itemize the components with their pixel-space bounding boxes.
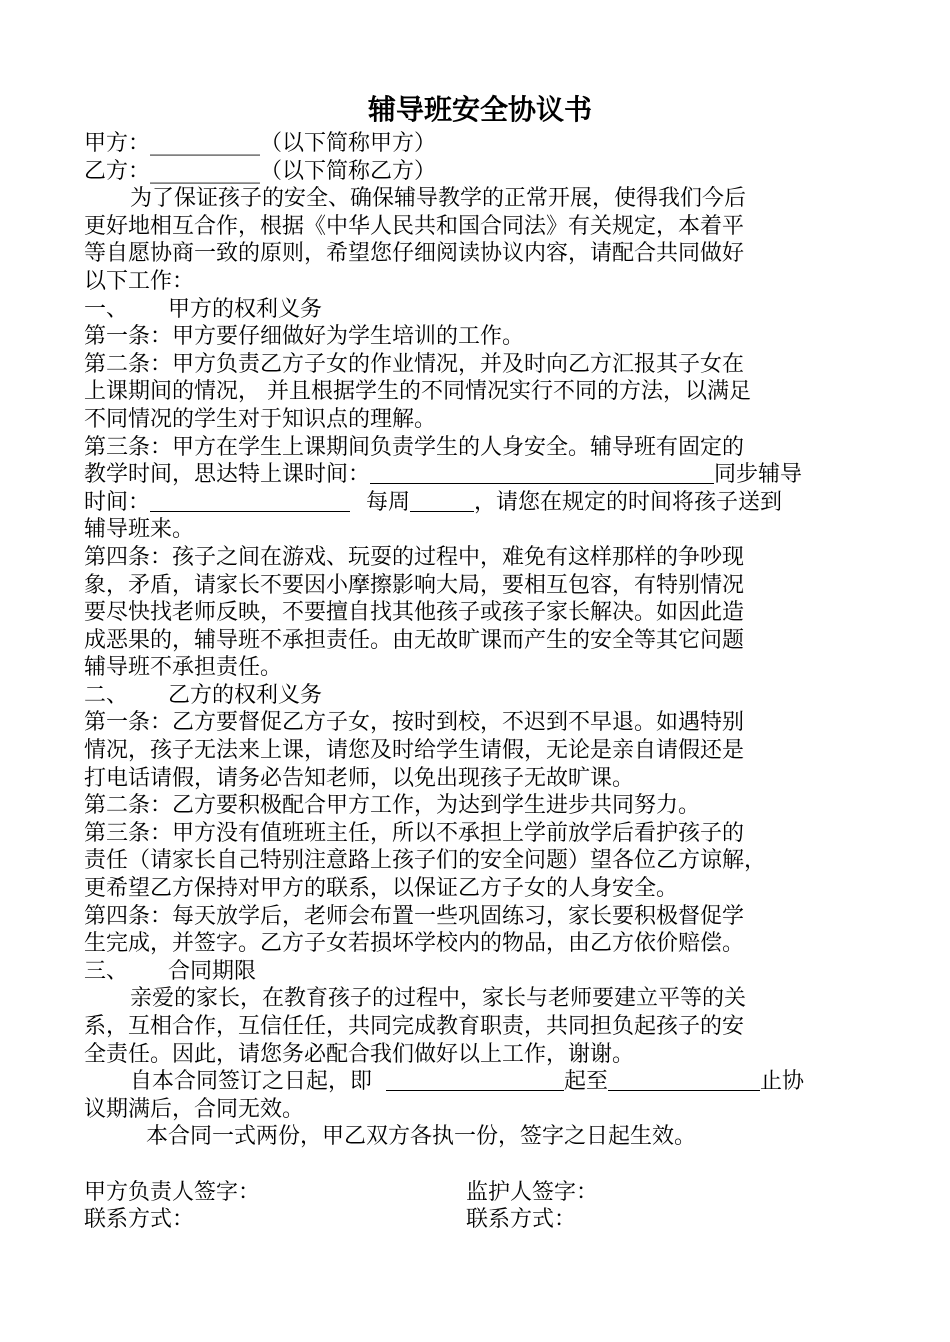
start-date-blank: [386, 1068, 564, 1091]
guardian-signature-label: 监护人签字：: [466, 1179, 599, 1205]
party-a-signature-label: 甲方负责人签字：: [84, 1179, 261, 1205]
party-b-blank: __________: [150, 158, 261, 184]
article-line: 打电话请假，请务必告知老师，以免出现孩子无故旷课。: [84, 765, 635, 791]
section-2-article-3: [84, 820, 874, 903]
article-line: 上课期间的情况， 并且根据学生的不同情况实行不同的方法，以满足: [84, 379, 751, 405]
contact-row: [84, 1206, 874, 1234]
term-text: 自本合同签订之日起，即: [130, 1069, 373, 1095]
article-text: 时间：: [84, 489, 151, 515]
article-line: 成恶果的，辅导班不承担责任。由无故旷课而产生的安全等其它问题: [84, 627, 745, 653]
article-line: 第三条：甲方没有值班班主任，所以不承担上学前放学后看护孩子的: [84, 820, 745, 846]
party-b-line: [84, 158, 874, 186]
document-title: 辅导班安全协议书: [367, 93, 592, 126]
section-title: 合同期限: [168, 958, 257, 984]
article-line: 第二条：甲方负责乙方子女的作业情况，并及时向乙方汇报其子女在: [84, 351, 745, 377]
party-b-label: 乙方：: [84, 158, 151, 184]
section-title: 乙方的权利义务: [168, 682, 323, 708]
intro-line: 等自愿协商一致的原则，希望您仔细阅读协议内容，请配合共同做好: [84, 241, 745, 267]
intro-line: 以下工作：: [84, 268, 195, 294]
section-2-article-4: [84, 903, 874, 958]
section-1-article-3: [84, 434, 874, 544]
article-line: 生完成，并签字。乙方子女若损坏学校内的物品，由乙方依价赔偿。: [84, 931, 745, 957]
term-text: 止协: [760, 1069, 805, 1095]
party-a-blank: __________: [150, 131, 261, 156]
article-line: 第四条：孩子之间在游戏、玩耍的过程中，难免有这样那样的争吵现: [84, 544, 745, 570]
paragraph-line: 全责任。因此，请您务必配合我们做好以上工作，谢谢。: [84, 1041, 635, 1067]
intro-line: 更好地相互合作，根据《中华人民共和国合同法》有关规定，本着平: [84, 213, 745, 239]
section-1-article-4: [84, 544, 874, 682]
tutoring-time-blank: [150, 489, 350, 512]
contract-term-line-2: 议期满后，合同无效。: [84, 1096, 305, 1122]
signature-row: [84, 1179, 874, 1207]
section-number: 一、: [84, 296, 129, 322]
guardian-contact-label: 联系方式：: [466, 1207, 577, 1233]
section-2-article-2: 第二条：乙方要积极配合甲方工作，为达到学生进步共同努力。: [84, 793, 701, 819]
article-line: 象，矛盾，请家长不要因小摩擦影响大局，要相互包容，有特别情况: [84, 572, 745, 598]
contract-term-line: [84, 1068, 874, 1096]
article-line: 不同情况的学生对于知识点的理解。: [84, 406, 437, 432]
article-line: 情况，孩子无法来上课，请您及时给学生请假，无论是亲自请假还是: [84, 738, 745, 764]
article-text: 每周: [366, 489, 411, 515]
section-1-article-2: [84, 351, 874, 434]
section-number: 二、: [84, 682, 129, 708]
section-number: 三、: [84, 958, 129, 984]
paragraph-line: 系，互相合作，互信任任，共同完成教育职责，共同担负起孩子的安: [84, 1014, 745, 1039]
section-1-heading: [84, 296, 874, 324]
article-line: 第一条：乙方要督促乙方子女，按时到校，不迟到不早退。如遇特别: [84, 710, 745, 736]
article-text: 同步辅导: [714, 462, 803, 488]
article-text: ，请您在规定的时间将孩子送到: [474, 489, 783, 515]
party-b-note: （以下简称乙方）: [260, 158, 437, 184]
section-2-heading: [84, 682, 874, 710]
section-2-article-1: [84, 709, 874, 792]
party-a-label: 甲方：: [84, 131, 151, 156]
weekly-blank: [410, 489, 474, 512]
section-title: 甲方的权利义务: [168, 296, 323, 322]
section-1-article-1: 第一条：甲方要仔细做好为学生培训的工作。: [84, 324, 525, 350]
section-3-paragraph: [84, 985, 874, 1068]
article-line: 辅导班来。: [84, 517, 195, 543]
article-line: 更希望乙方保持对甲方的联系，以保证乙方子女的人身安全。: [84, 876, 679, 902]
article-line: 第三条：甲方在学生上课期间负责学生的人身安全。辅导班有固定的: [84, 434, 745, 460]
article-line: [84, 461, 874, 489]
section-3-heading: [84, 958, 874, 986]
party-a-note: （以下简称甲方）: [260, 131, 437, 156]
end-date-blank: [608, 1068, 760, 1091]
copies-statement: 本合同一式两份，甲乙双方各执一份，签字之日起生效。: [146, 1124, 697, 1150]
class-time-blank: [370, 461, 714, 484]
article-line: 第四条：每天放学后，老师会布置一些巩固练习，家长要积极督促学: [84, 903, 745, 929]
article-line: 要尽快找老师反映，不要擅自找其他孩子或孩子家长解决。如因此造: [84, 600, 745, 626]
article-line: 辅导班不承担责任。: [84, 655, 283, 681]
agreement-document: [84, 90, 874, 1234]
article-line: 责任（请家长自己特别注意路上孩子们的安全问题）望各位乙方谅解，: [84, 848, 767, 874]
term-text: 起至: [564, 1069, 609, 1095]
party-a-line: [84, 130, 874, 158]
paragraph-line: 亲爱的家长，在教育孩子的过程中，家长与老师要建立平等的关: [130, 986, 747, 1012]
article-text: 教学时间，思达特上课时间：: [84, 462, 371, 488]
intro-paragraph: [84, 185, 874, 295]
party-a-contact-label: 联系方式：: [84, 1207, 195, 1233]
article-line: [84, 489, 874, 517]
intro-line: 为了保证孩子的安全、确保辅导教学的正常开展，使得我们今后: [130, 186, 747, 212]
